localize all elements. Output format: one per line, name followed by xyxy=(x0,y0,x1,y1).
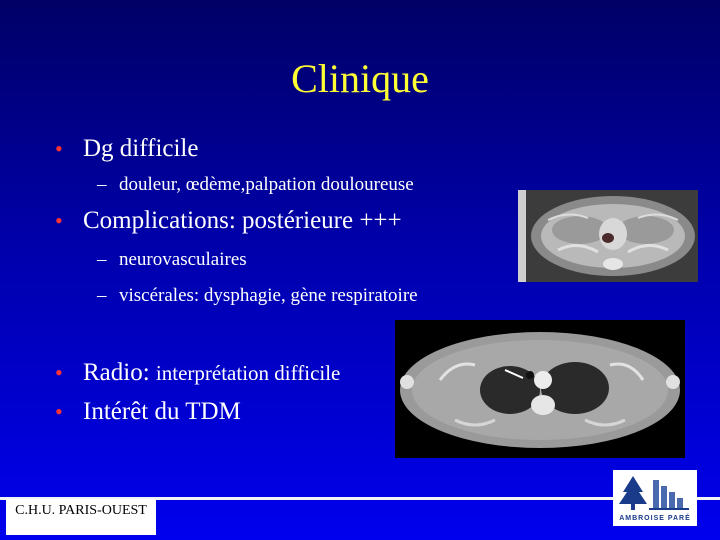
dash: – xyxy=(97,285,107,306)
ct-scan-drawing xyxy=(395,320,685,458)
ct-scan-image-soft-tissue xyxy=(518,190,698,282)
bullet-dot: • xyxy=(55,208,63,233)
bullet-item xyxy=(55,135,198,163)
sub-text: viscérales: dysphagie, gène respiratoire xyxy=(119,285,418,306)
ct-scan-image-lung-window xyxy=(395,320,685,458)
sub-item xyxy=(97,249,247,271)
bullet-dot: • xyxy=(55,136,63,161)
dash: – xyxy=(97,249,107,270)
bullet-text: Intérêt du TDM xyxy=(83,398,241,425)
bullet-item xyxy=(55,398,241,426)
sub-text: douleur, œdème,palpation douloureuse xyxy=(119,174,414,195)
sub-text: neurovasculaires xyxy=(119,249,247,270)
bullet-text: Dg difficile xyxy=(83,135,199,162)
bullet-prefix: Radio: xyxy=(83,359,156,386)
bullet-dot: • xyxy=(55,360,63,385)
bullet-item xyxy=(55,359,340,387)
hospital-logo xyxy=(613,470,697,526)
sub-item xyxy=(97,174,414,196)
dash: – xyxy=(97,174,107,195)
logo-caption: AMBROISE PARÉ xyxy=(619,515,691,522)
footer-institution-label: C.H.U. PARIS-OUEST xyxy=(15,503,147,518)
bullet-item xyxy=(55,207,402,235)
bullet-text: interprétation difficile xyxy=(155,361,341,385)
bullet-dot: • xyxy=(55,399,63,424)
footer-institution-box xyxy=(6,499,156,535)
logo-tree-icon xyxy=(613,470,697,512)
slide-title: Clinique xyxy=(291,56,429,101)
sub-item xyxy=(97,285,418,307)
ct-scan-drawing xyxy=(518,190,698,282)
bullet-text: Complications: postérieure +++ xyxy=(83,207,402,234)
